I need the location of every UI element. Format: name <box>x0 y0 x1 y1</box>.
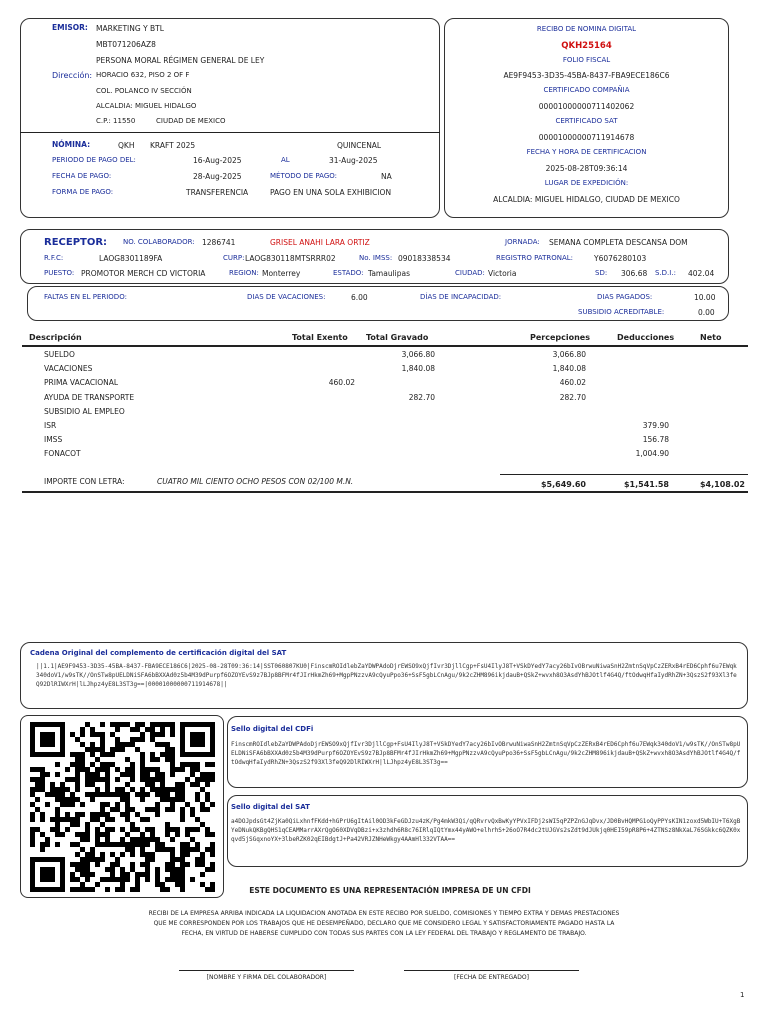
sd: 306.68 <box>621 269 648 278</box>
rfc: LAOG8301189FA <box>99 254 163 263</box>
nomina-period: QUINCENAL <box>337 141 382 150</box>
cell-gravado: 3,066.80 <box>401 350 435 359</box>
emisor-divider <box>20 132 440 133</box>
cell-percepciones: 3,066.80 <box>552 350 586 359</box>
footer-line1: RECIBI DE LA EMPRESA ARRIBA INDICADA LA LIQUIDACION ANOTADA EN ESTE RECIBO POR SUELDO, COMISIONES Y TIEMPO EXTRA Y DEMAS PRESTACIONES <box>148 910 620 917</box>
incapacidad-label: DÍAS DE INCAPACIDAD: <box>420 293 502 301</box>
emisor-cp: C.P.: 11550 <box>96 117 136 125</box>
cell-deducciones: 1,004.90 <box>635 449 669 459</box>
jornada: SEMANA COMPLETA DESCANSA DOM <box>549 238 688 247</box>
emisor-address-label: Dirección: <box>52 71 93 80</box>
periodo-al: AL <box>281 156 290 164</box>
region: Monterrey <box>262 269 301 278</box>
estado-label: ESTADO: <box>333 269 364 277</box>
ciudad: Victoria <box>488 269 517 278</box>
forma-label: FORMA DE PAGO: <box>52 188 114 196</box>
sello-sat-text: a4DOJpdsGt4ZjKa0QiLxhnfFKdd+hGPrU6gItAil0OD3kFeGDJzu4zK/Pg4mkW3Qi/qQRvrvQxBwKyYPVxIFDj2sWI5qPZPZnGJqDvx/JD0BvHQMPG1oQyPPYsKIN1zoxd5WbIU+T6XgBYeDNukQKBgQHS1qCEAMMarrAXrQgO60XDVqDBzi+x3zhdh6R8c76IRlqIQtYmx44yAWO+elhrhS+26oO7R4dc2tUJGVs2sZdt9dJUkjq0HEI59pR8P6+4ZTNSz8NkXaL76SGkkc6QZK0xqvd5jSGqxnoYX+3lbeRZK02qEIBdgtJ+Pa42VRJZNHeWkgy4AAmHl332VTAA== <box>231 818 741 843</box>
curp-label: CURP: <box>223 254 245 262</box>
cert-sat-label: CERTIFICADO SAT <box>555 117 618 125</box>
sdi: 402.04 <box>688 269 715 278</box>
col-header-deducciones: Deducciones <box>617 333 675 342</box>
col-header-neto: Neto <box>700 333 722 342</box>
cell-descripcion: ISR <box>44 421 57 430</box>
total-neto: $4,108.02 <box>699 480 745 489</box>
footer-line2: QUE ME CORRESPONDEN POR LOS TRABAJOS QUE HE DESEMPEÑADO, DECLARO QUE ME CONSIDERO LEGAL Y SATISFACTORIAMENTE PAGADO HASTA LA <box>153 920 615 927</box>
fecha-rule <box>404 970 579 971</box>
periodo-label: PERIODO DE PAGO DEL: <box>52 156 136 164</box>
folio-fiscal-label: FOLIO FISCAL <box>562 56 611 64</box>
nomina-name: KRAFT 2025 <box>150 141 196 150</box>
sello-sat-title: Sello digital del SAT <box>231 803 310 811</box>
cell-gravado: 282.70 <box>408 392 435 402</box>
col-header-descripcion: Descripción <box>29 333 82 342</box>
col-header-percepciones: Percepciones <box>530 333 590 342</box>
cell-exento: 460.02 <box>328 378 355 388</box>
periodo-to: 31-Aug-2025 <box>329 156 378 165</box>
fecha-label: [FECHA DE ENTREGADO] <box>454 974 529 981</box>
emisor-regimen: PERSONA MORAL RÉGIMEN GENERAL DE LEY <box>96 56 265 65</box>
cell-percepciones: 1,840.08 <box>552 364 586 374</box>
metodo-label: MÉTODO DE PAGO: <box>270 172 338 180</box>
table-bottom-rule <box>22 491 748 493</box>
nomina-code: QKH <box>118 141 135 150</box>
vacaciones: 6.00 <box>351 293 368 302</box>
emisor-label: EMISOR: <box>52 23 88 32</box>
registro-label: REGISTRO PATRONAL: <box>496 254 574 262</box>
puesto-label: PUESTO: <box>44 269 75 277</box>
emisor-address1: HORACIO 632, PISO 2 OF F <box>96 71 190 79</box>
ciudad-label: CIUDAD: <box>455 269 485 277</box>
periodo-from: 16-Aug-2025 <box>193 156 242 165</box>
sello-cfdi-text: FinscmROIdlebZaYDWPAdoDjrEWSO9xQjfIvr3DjllCgp+FsU4IlyJ8T+VSkDYedY7acy26bIvOBrwuNiwaSnH2ZmtnSqVpCzZERxB4rED6Cphf6u7EWqk340doV1/w9sTK//OnSTw8pUELDNiSFA6bBXXAd0z5b4M39dPurpf6OZOYEvS9z7BJp8BFMr4fJIrHkmZh69+MgpPNzzvA9cQyuPpo36+SsF5gbLCnAgu/9k2cZHM896ikjdauB+QSkZ+wvxh8O3AsdYhBJOtlf4G4Q/ftOdwqHfaIydRhZN+3QszS2f93Xl3feQ92DlRIWXrH|lLJhpz4yE8L3ST3g== <box>231 741 741 766</box>
receptor-name: GRISEL ANAHI LARA ORTIZ <box>270 238 370 247</box>
cell-descripcion: AYUDA DE TRANSPORTE <box>44 392 135 402</box>
subsidio-label: SUBSIDIO ACREDITABLE: <box>578 308 665 316</box>
totals-rule-top <box>500 474 748 475</box>
cell-descripcion: SUBSIDIO AL EMPLEO <box>44 406 125 416</box>
sello-cfdi-title: Sello digital del CDFi <box>231 725 314 733</box>
cert-comp-label: CERTIFICADO COMPAÑIA <box>543 86 630 94</box>
cert-sat: 00001000000711914678 <box>538 133 635 142</box>
receptor-label: RECEPTOR: <box>44 237 108 248</box>
cell-descripcion: VACACIONES <box>44 364 93 374</box>
fecha-pago: 28-Aug-2025 <box>193 172 242 181</box>
emisor-address3: ALCALDIA: MIGUEL HIDALGO <box>96 102 197 110</box>
nomina-label: NÓMINA: <box>52 140 91 149</box>
colab: 1286741 <box>202 238 236 247</box>
cell-descripcion: FONACOT <box>44 449 81 459</box>
sdi-label: S.D.I.: <box>655 269 676 277</box>
emisor-rfc: MBT071206AZ8 <box>96 40 156 49</box>
recibo-folio: QKH25164 <box>561 41 612 51</box>
col-header-exento: Total Exento <box>292 333 348 342</box>
cell-deducciones: 379.90 <box>642 421 669 430</box>
total-percepciones: $5,649.60 <box>540 480 586 489</box>
firma-label: [NOMBRE Y FIRMA DEL COLABORADOR] <box>206 974 327 981</box>
cell-descripcion: SUELDO <box>44 350 75 359</box>
subsidio: 0.00 <box>698 308 715 317</box>
qr-code-icon <box>30 722 215 892</box>
importe-letra: CUATRO MIL CIENTO OCHO PESOS CON 02/100 M.N. <box>157 477 354 486</box>
vacaciones-label: DIAS DE VACACIONES: <box>247 293 326 301</box>
fecha-cert: 2025-08-28T09:36:14 <box>545 164 628 173</box>
pagados-label: DIAS PAGADOS: <box>597 293 653 301</box>
forma: TRANSFERENCIA <box>186 188 249 197</box>
pagados: 10.00 <box>694 293 716 302</box>
firma-rule <box>179 970 354 971</box>
table-header-rule <box>22 345 748 347</box>
col-header-gravado: Total Gravado <box>366 333 429 342</box>
emisor-city: CIUDAD DE MEXICO <box>156 117 226 125</box>
cell-descripcion: IMSS <box>44 435 63 445</box>
sd-label: SD: <box>595 269 608 277</box>
rfc-label: R.F.C: <box>44 254 64 262</box>
region-label: REGION: <box>229 269 259 277</box>
faltas-label: FALTAS EN EL PERIODO: <box>44 293 127 301</box>
metodo: NA <box>381 172 392 181</box>
cell-percepciones: 460.02 <box>559 378 586 388</box>
recibo-title: RECIBO DE NOMINA DIGITAL <box>536 25 637 33</box>
puesto: PROMOTOR MERCH CD VICTORIA <box>81 269 206 278</box>
lugar-label: LUGAR DE EXPEDICIÓN: <box>544 179 629 187</box>
footer-title: ESTE DOCUMENTO ES UNA REPRESENTACIÓN IMPRESA DE UN CFDI <box>249 886 531 895</box>
fecha-pago-label: FECHA DE PAGO: <box>52 172 112 180</box>
pago-unico: PAGO EN UNA SOLA EXHIBICION <box>270 188 392 197</box>
fecha-cert-label: FECHA Y HORA DE CERTIFICACION <box>526 148 647 156</box>
imss: 09018338534 <box>398 254 451 263</box>
cell-descripcion: PRIMA VACACIONAL <box>44 378 119 388</box>
colab-label: NO. COLABORADOR: <box>123 238 195 246</box>
cell-gravado: 1,840.08 <box>401 364 435 374</box>
lugar: ALCALDIA: MIGUEL HIDALGO, CIUDAD DE MEXICO <box>493 195 680 204</box>
emisor-address2: COL. POLANCO IV SECCIÓN <box>96 87 192 95</box>
curp: LAOG830118MTSRRR02 <box>245 254 336 263</box>
registro: Y6076280103 <box>594 254 647 263</box>
folio-fiscal: AE9F9453-3D35-45BA-8437-FBA9ECE186C6 <box>503 71 670 80</box>
cadena-text: ||1.1|AE9F9453-3D35-45BA-8437-FBA9ECE186C6|2025-08-28T09:36:14|SST060807KU0|FinscmROIdlebZaYDWPAdoDjrEWSO9xQjfIvr3DjllCgp+FsU4IlyJ8T+VSkDYedY7acy26bIvOBrwuNiwaSnH2ZmtnSqVpCzZERxB4rED6Cphf6u7EWqk340doV1/w9sTK//OnSTw8pUELDNiSFA6bBXXAd0z5b4M39dPurpf6OZOYEvS9z7BJp8BFMr4fJIrHkmZh69+MgpPNzzvA9cQyuPpo36+SsF5gbLCnAgu/9k2cZHM896ikjdauB+QSkZ+wvxh8O3AsdYhBJOtlf4G4Q/ftOdwqHfaIydRhZN+3QszS2f93Xl3feQ92DlRIWXrH|lLJhpz4yE8L3ST3g==|00001000000711914678|| <box>36 663 737 688</box>
page-number: 1 <box>740 991 745 999</box>
importe-label: IMPORTE CON LETRA: <box>44 477 125 486</box>
cadena-title: Cadena Original del complemento de certificación digital del SAT <box>30 649 287 657</box>
estado: Tamaulipas <box>368 269 411 278</box>
cert-comp: 00001000000711402062 <box>538 102 635 111</box>
cell-deducciones: 156.78 <box>642 435 669 445</box>
imss-label: No. IMSS: <box>359 254 393 262</box>
footer-line3: FECHA, EN VIRTUD DE HABERSE CUMPLIDO CON TODAS SUS PARTES CON LA LEY FEDERAL DEL TRABAJO Y REGLAMENTO DE TRABAJO. <box>181 930 587 937</box>
cell-percepciones: 282.70 <box>559 392 586 402</box>
emisor-name: MARKETING Y BTL <box>96 24 164 33</box>
total-deducciones: $1,541.58 <box>623 480 669 489</box>
jornada-label: JORNADA: <box>505 238 540 246</box>
